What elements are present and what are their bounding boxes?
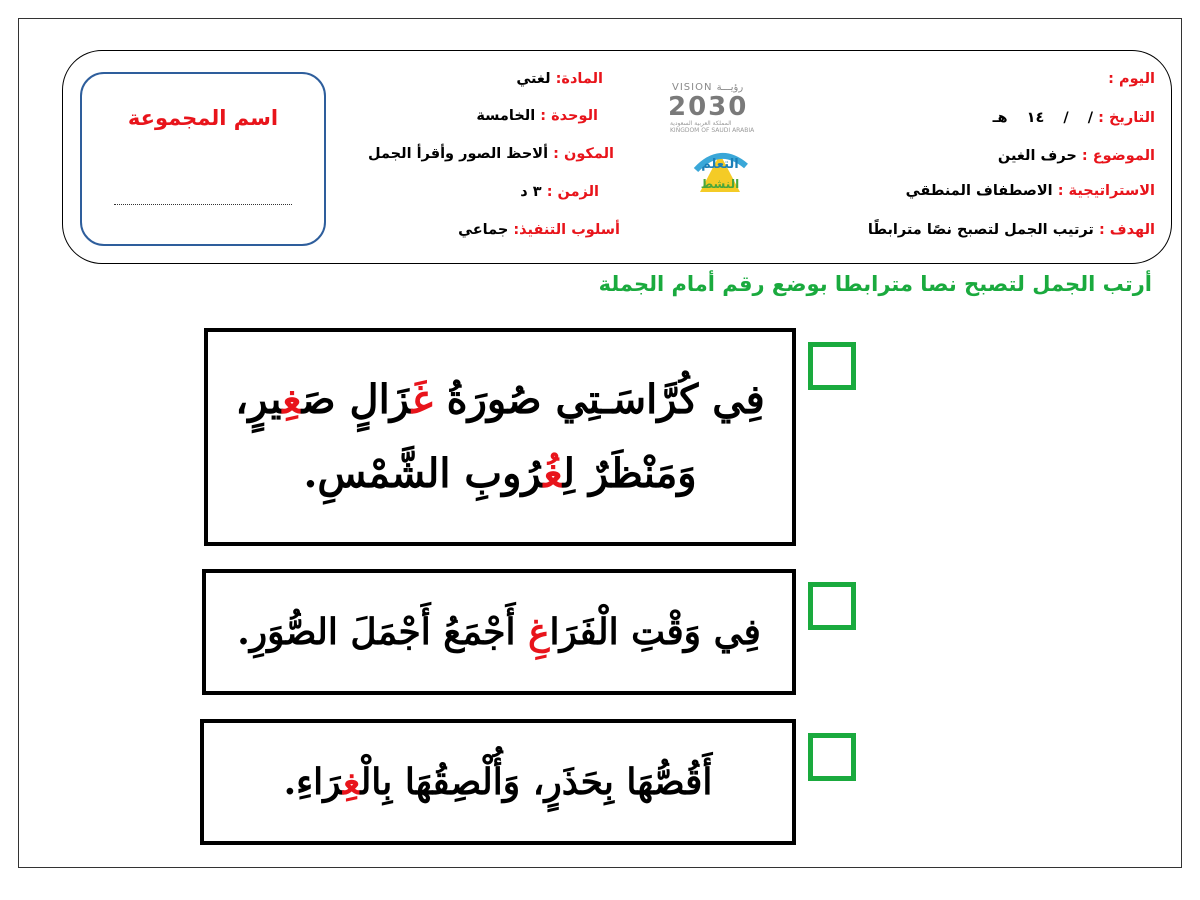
sentence-card-2 <box>202 569 796 695</box>
vision-top-text: VISION رؤيـــة <box>672 82 744 93</box>
text-segment: زَالٍ صَ <box>301 376 412 423</box>
ghain-letter: غَ <box>411 376 433 423</box>
component-label: المكون : <box>553 146 614 162</box>
date-value[interactable]: / / ١٤ هـ <box>992 110 1094 126</box>
vision-sub-text: المملكة العربية السعودية KINGDOM OF SAUDI ARABIA <box>670 120 755 134</box>
order-checkbox-1[interactable] <box>808 342 856 390</box>
logo-text-bottom: النشط <box>700 177 740 191</box>
order-checkbox-3[interactable] <box>808 733 856 781</box>
group-name-line[interactable] <box>114 204 292 205</box>
text-segment: فِي وَقْتِ الْفَرَا <box>549 611 761 653</box>
subject-value: لغتي <box>516 71 551 87</box>
strategy-value: الاصطفاف المنطقي <box>905 183 1053 199</box>
time-label: الزمن : <box>546 184 599 200</box>
ghain-letter: غُ <box>543 450 563 497</box>
text-segment: فِي كُرَّاسَـتِي صُورَةُ <box>432 376 765 423</box>
unit-value: الخامسة <box>476 108 536 124</box>
strategy-field <box>906 183 1155 199</box>
sentence-2-line-1 <box>237 611 761 653</box>
goal-field <box>868 222 1155 238</box>
topic-label: الموضوع : <box>1081 148 1155 164</box>
topic-value: حرف الغين <box>997 148 1077 164</box>
strategy-label: الاستراتيجية : <box>1057 183 1155 199</box>
sentence-card-1 <box>204 328 796 546</box>
vision-2030-logo <box>668 82 760 132</box>
ghain-letter: غِ <box>528 611 550 653</box>
subject-field <box>516 71 603 87</box>
text-segment: أَقُصُّهَا بِحَذَرٍ، وَأُلْصِقُهَا بِالْ <box>360 761 713 803</box>
text-segment: رَاءِ. <box>283 761 343 803</box>
active-learning-logo <box>690 140 750 200</box>
method-label: أسلوب التنفيذ: <box>513 222 620 238</box>
time-field <box>520 184 599 200</box>
component-value: ألاحظ الصور وأقرأ الجمل <box>368 146 549 162</box>
order-checkbox-2[interactable] <box>808 582 856 630</box>
component-field <box>368 146 614 162</box>
text-segment: وَمَنْظَرٌ لِ <box>562 450 697 497</box>
text-segment: أَجْمَعُ أَجْمَلَ الصُّوَرِ. <box>237 611 529 653</box>
method-field <box>458 222 620 238</box>
ghain-letter: غِ <box>342 761 361 803</box>
vision-year: 2030 <box>668 92 749 122</box>
unit-label: الوحدة : <box>540 108 598 124</box>
day-field <box>1108 71 1155 87</box>
ghain-letter: غِ <box>282 376 302 423</box>
subject-label: المادة: <box>555 71 603 87</box>
sentence-card-3 <box>200 719 796 845</box>
group-name-title: اسم المجموعة <box>127 106 279 130</box>
day-label: اليوم : <box>1108 71 1155 87</box>
instruction-text: أرتب الجمل لتصبح نصا مترابطا بوضع رقم أمام الجملة <box>598 272 1152 296</box>
goal-label: الهدف : <box>1098 222 1155 238</box>
sentence-3-line-1 <box>284 761 713 803</box>
topic-field <box>998 148 1155 164</box>
goal-value: ترتيب الجمل لتصبح نصًا مترابطًا <box>867 222 1094 238</box>
unit-field <box>476 108 598 124</box>
sentence-1-line-2 <box>303 437 696 511</box>
logo-text-top: التعلم <box>701 157 739 172</box>
method-value: جماعي <box>458 222 509 238</box>
text-segment: رُوبِ الشَّمْسِ. <box>303 450 544 497</box>
time-value: ٣ د <box>520 184 542 200</box>
text-segment: يرٍ، <box>235 376 283 423</box>
date-label: التاريخ : <box>1098 110 1155 126</box>
date-field <box>993 110 1155 126</box>
sentence-1-line-1 <box>235 363 764 437</box>
group-name-box <box>80 72 326 246</box>
